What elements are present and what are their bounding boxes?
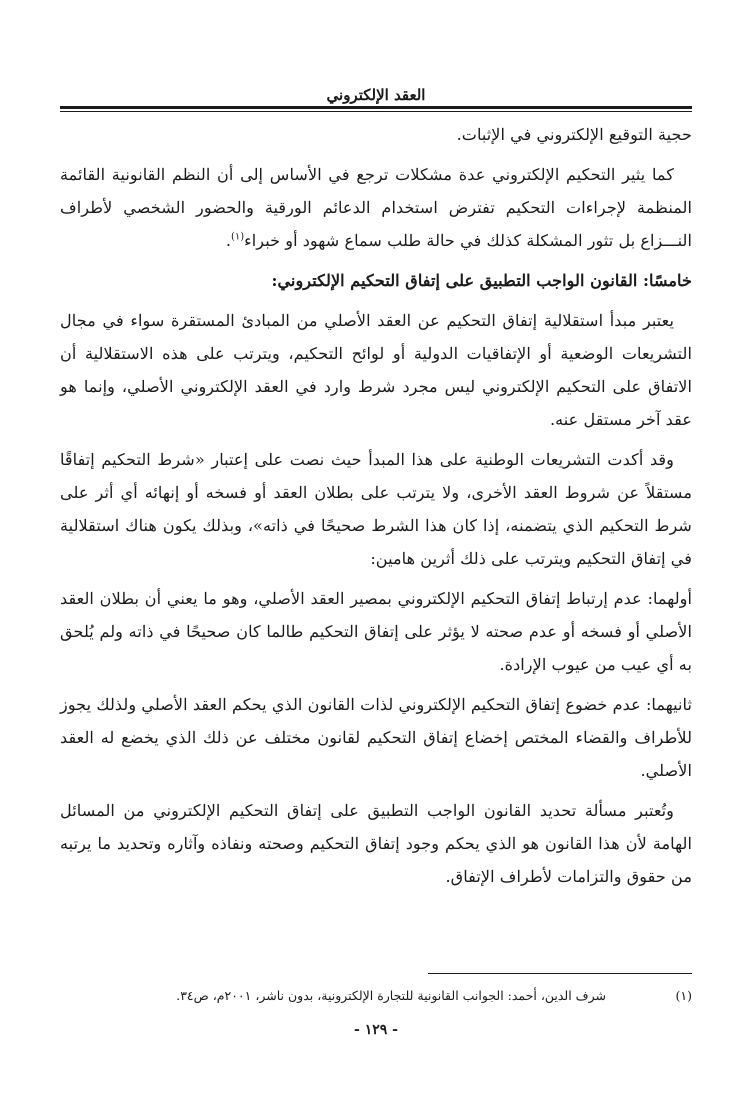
running-header-title: العقد الإلكتروني	[326, 86, 426, 104]
paragraph-5: أولهما: عدم إرتباط إتفاق التحكيم الإلكتروني بمصير العقد الأصلي، وهو ما يعني أن بطلان العقد الأصلي أو فسخه أو عدم صحته لا يؤثر على إتفاق التحكيم طالما كان صحيحًا في ذاته ولم يُلحق به أي عيب من عيوب الإرادة.	[60, 589, 692, 674]
footnote-text: شرف الدين، أحمد: الجوانب القانونية للتجارة الإلكترونية، بدون ناشر، ٢٠٠١م، ص٣٤.	[176, 988, 606, 1003]
footnote-mark: (١)	[675, 988, 692, 1003]
page-number: - ١٢٩ -	[354, 1022, 398, 1038]
footnote-reference: (١)	[230, 231, 245, 243]
paragraph-7: وتُعتبر مسألة تحديد القانون الواجب التطبيق على إتفاق التحكيم الإلكتروني من المسائل الهامة لأن هذا القانون هو الذي يحكم وجود إتفاق التحكيم وصحته ونفاذه وآثاره وتحديد ما يرتبه من حقوق والتزامات لأطراف الإتفاق.	[60, 801, 692, 886]
header-rule-thick	[60, 106, 692, 109]
paragraph-3: يعتبر مبدأ استقلالية إتفاق التحكيم عن العقد الأصلي من المبادئ المستقرة سواء في مجال التشريعات الوضعية أو الإتفاقيات الدولية أو لوائح التحكيم، ويترتب على هذه الاستقلالية أن الاتفاق على التحكيم الإلكتروني ليس مجرد شرط وارد في العقد الإلكتروني الأصلي، وإنما هو عقد آخر مستقل عنه.	[60, 311, 692, 429]
paragraph-2	[60, 158, 692, 257]
paragraph-4: وقد أكدت التشريعات الوطنية على هذا المبدأ حيث نصت على إعتبار «شرط التحكيم إتفاقًا مستقلاً عن شروط العقد الأخرى، ولا يترتب على بطلان العقد أو فسخه أو إنهائه أي أثر على شرط التحكيم الذي يتضمنه، إذا كان هذا الشرط صحيحًا في ذاته»، وبذلك يكون هناك استقلالية في إتفاق التحكيم ويترتب على ذلك أثرين هامين:	[60, 450, 692, 568]
paragraph-2-end: .	[225, 231, 231, 250]
body-text	[60, 118, 692, 900]
paragraph-1: حجية التوقيع الإلكتروني في الإثبات.	[456, 125, 692, 144]
header-rule-thin	[60, 111, 692, 112]
paragraph-6: ثانيهما: عدم خضوع إتفاق التحكيم الإلكتروني لذات القانون الذي يحكم العقد الأصلي ولذلك يجوز للأطراف والقضاء المختص إخضاع إتفاق التحكيم لقانون مختلف عن ذلك الذي يخضع له العقد الأصلي.	[60, 695, 692, 780]
section-heading: خامسًا: القانون الواجب التطبيق على إتفاق التحكيم الإلكتروني:	[271, 271, 692, 290]
footnote-separator	[428, 973, 692, 974]
paragraph-2-text: كما يثير التحكيم الإلكتروني عدة مشكلات ترجع في الأساس إلى أن النظم القانونية القائمة المنظمة لإجراءات التحكيم تفترض استخدام الدعائم الورقية والحضور الشخصي لأطراف النـــزاع بل تثور المشكلة كذلك في حالة طلب سماع شهود أو خبراء	[60, 165, 692, 250]
